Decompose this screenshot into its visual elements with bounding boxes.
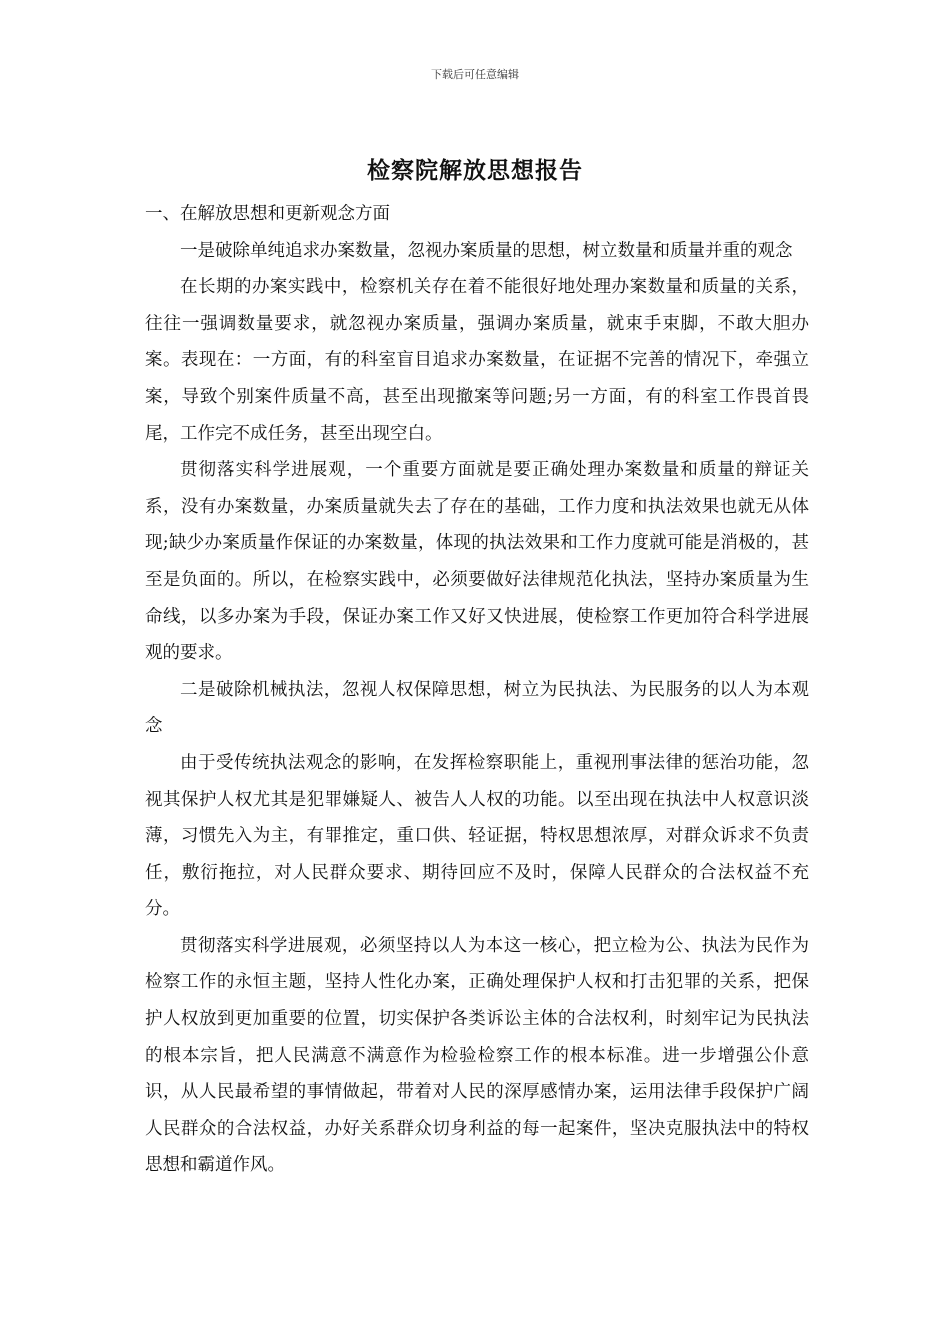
subsection-heading-2: 二是破除机械执法，忽视人权保障思想，树立为民执法、为民服务的以人为本观念 <box>145 679 809 737</box>
body-paragraph: 在长期的办案实践中，检察机关存在着不能很好地处理办案数量和质量的关系，往往一强调数量要求，就忽视办案质量，强调办案质量，就束手束脚，不敢大胆办案。表现在：一方面，有的科室盲目追求办案数量，在证据不完善的情况下，牵强立案，导致个别案件质量不高，甚至出现撤案等问题;另一方面，有的科室工作畏首畏尾，工作完不成任务，甚至出现空白。 <box>145 277 809 444</box>
page-header-note: 下载后可任意编辑 <box>431 68 519 81</box>
body-paragraph: 由于受传统执法观念的影响，在发挥检察职能上，重视刑事法律的惩治功能，忽视其保护人权尤其是犯罪嫌疑人、被告人人权的功能。以至出现在执法中人权意识淡薄，习惯先入为主，有罪推定，重口供、轻证据，特权思想浓厚，对群众诉求不负责任，敷衍拖拉，对人民群众要求、期待回应不及时，保障人民群众的合法权益不充分。 <box>145 752 809 920</box>
body-paragraph: 贯彻落实科学进展观，一个重要方面就是要正确处理办案数量和质量的辩证关系，没有办案数量，办案质量就失去了存在的基础，工作力度和执法效果也就无从体现;缺少办案质量作保证的办案数量，体现的执法效果和工作力度就可能是消极的，甚至是负面的。所以，在检察实践中，必须要做好法律规范化执法，坚持办案质量为生命线，以多办案为手段，保证办案工作又好又快进展，使检察工作更加符合科学进展观的要求。 <box>145 460 809 664</box>
body-paragraph: 贯彻落实科学进展观，必须坚持以人为本这一核心，把立检为公、执法为民作为检察工作的永恒主题，坚持人性化办案，正确处理保护人权和打击犯罪的关系，把保护人权放到更加重要的位置，切实保护各类诉讼主体的合法权利，时刻牢记为民执法的根本宗旨，把人民满意不满意作为检验检察工作的根本标准。进一步增强公仆意识，从人民最希望的事情做起，带着对人民的深厚感情办案，运用法律手段保护广阔人民群众的合法权益，办好关系群众切身利益的每一起案件，坚决克服执法中的特权思想和霸道作风。 <box>145 935 809 1176</box>
section-heading: 一、在解放思想和更新观念方面 <box>145 204 390 224</box>
document-title: 检察院解放思想报告 <box>367 157 583 184</box>
document-body <box>145 196 809 1184</box>
subsection-heading-1: 一是破除单纯追求办案数量，忽视办案质量的思想，树立数量和质量并重的观念 <box>180 240 793 261</box>
